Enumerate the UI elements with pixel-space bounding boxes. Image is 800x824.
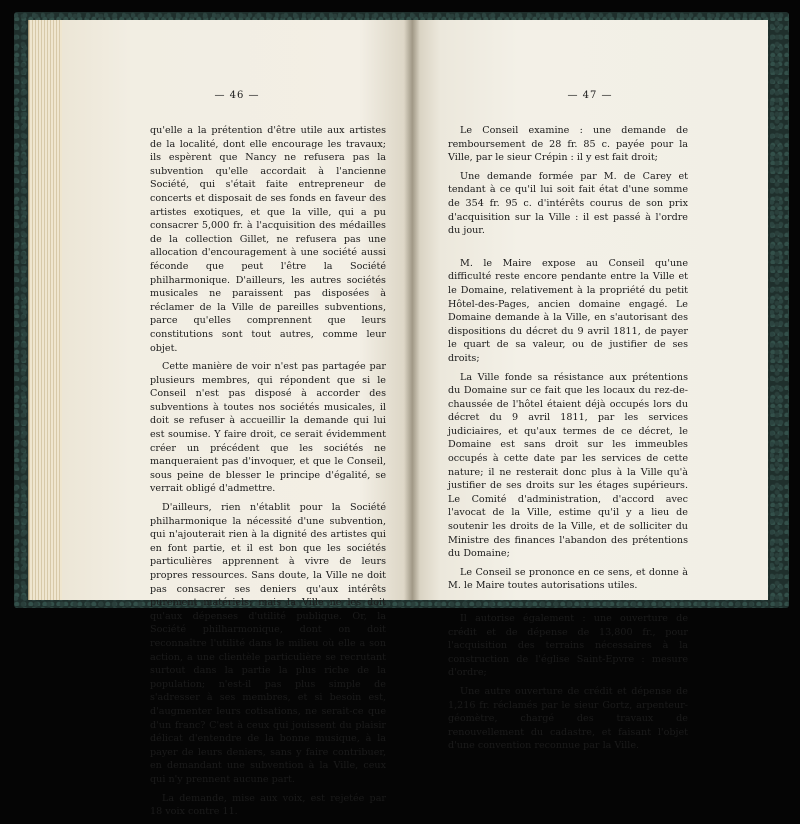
paragraph: Cette manière de voir n'est pas partagée par plusieurs membres, qui répondent que si le Conseil n'est pas disposé à accorder des subventions à toutes nos sociétés musicales, il doit se refuser à accueillir la demande qui lui est soumise. Y faire droit, ce serait évidemment créer un précédent que les sociétés ne manqueraient pas d'invoquer, et que le Conseil, sous peine de blesser le principe d'égalité, se verrait obligé d'admettre. [150, 361, 386, 495]
paragraph: Le Conseil se prononce en ce sens, et donne à M. le Maire toutes autorisations utiles. [448, 566, 688, 592]
paragraph: Il autorise également : une ouverture de crédit et de dépense de 13,800 fr., pour l'acquisition des terrains nécessaires à la construction de l'église Saint-Epvre : mesure d'ordre; [448, 613, 688, 679]
left-page-text [150, 124, 386, 824]
paragraph: D'ailleurs, rien n'établit pour la Société philharmonique la nécessité d'une subvention, qui n'ajouterait rien à la dignité des artistes qui en font partie, et il est bon que les sociétés particulières apprennent à vivre de leurs propres ressources. Sans doute, la Ville ne doit pas consacrer ses deniers qu'aux intérêts purement matériels; mais la Ville ne les doit qu'aux dépenses d'utilité publique. Or, la Société philharmonique, dont on doit reconnaître l'utilité dans le milieu où elle a son action, a une clientèle particulière se recrutant surtout dans la partie la plus riche de la population; n'est-il pas plus simple de s'adresser à ses membres, et si besoin est, d'augmenter leurs cotisations, ne serait-ce que d'un franc? C'est à ceux qui jouissent du plaisir délicat d'entendre de la bonne musique, à la payer de leurs deniers, sans y faire contribuer, en demandant une subvention à la Ville, ceux qui n'y prennent aucune part. [150, 502, 386, 785]
paragraph: La Ville fonde sa résistance aux prétentions du Domaine sur ce fait que les locaux du rez-de-chaussée de l'hôtel étaient déjà occupés lors du décret du 9 avril 1811, par les services judiciaires, et qu'aux termes de ce décret, le Domaine est sans droit sur les immeubles occupés à cette date par les services de cette nature; il ne resterait donc plus à la Ville qu'à justifier de ses droits sur les étages supérieurs. Le Comité d'administration, d'accord avec l'avocat de la Ville, estime qu'il y a lieu de soutenir les droits de la Ville, et de solliciter du Ministre des finances l'abandon des prétentions du Domaine; [448, 371, 688, 560]
paragraph: Une demande formée par M. de Carey et tendant à ce qu'il lui soit fait état d'une somme de 354 fr. 95 c. d'intérêts courus de son prix d'acquisition sur la Ville : il est passé à l'ordre du jour. [448, 170, 688, 237]
paragraph: Une autre ouverture de crédit et dépense de 1,216 fr. réclamés par le sieur Gortz, arpenteur-géomètre, chargé des travaux de renouvellement du cadastre, et faisant l'objet d'une convention reconnue par la Ville. [448, 685, 688, 752]
left-page [62, 20, 412, 818]
paragraph: Le Conseil examine : une demande de remboursement de 28 fr. 85 c. payée pour la Ville, par le sieur Crépin : il y est fait droit; [448, 125, 688, 164]
right-page-number: — 47 — [567, 90, 613, 101]
section-gap [448, 598, 688, 612]
paragraph: M. le Maire expose au Conseil qu'une difficulté reste encore pendante entre la Ville et le Domaine, relativement à la propriété du petit Hôtel-des-Pages, ancien domaine engagé. Le Domaine demande à la Ville, en s'autorisant des dispositions du décret du 9 avril 1811, de payer le quart de sa valeur, ou de justifier de ses droits; [448, 257, 688, 364]
paragraph: qu'elle a la prétention d'être utile aux artistes de la localité, dont elle encourage les travaux; ils espèrent que Nancy ne refusera pas la subvention qu'elle accordait à l'ancienne Société, qui s'était faite entrepreneur de concerts et disposait de ses fonds en faveur des artistes exotiques, et que la ville, qui a pu consacrer 5,000 fr. à l'acquisition des médailles de la collection Gillet, ne refusera pas une allocation d'encouragement à une société aussi féconde que peut l'être la Société philharmonique. D'ailleurs, les autres sociétés musicales ne paraissent pas disposées à réclamer de la Ville de pareilles subventions, parce qu'elles comprennent que leurs constitutions sont tout autres, comme leur objet. [150, 125, 386, 354]
right-page [412, 20, 768, 752]
book-gutter [404, 20, 420, 600]
paragraph: La demande, mise aux voix, est rejetée par 18 voix contre 11. [150, 792, 386, 818]
right-page-text [448, 124, 688, 758]
section-gap [448, 243, 688, 257]
left-page-number: — 46 — [214, 90, 260, 101]
